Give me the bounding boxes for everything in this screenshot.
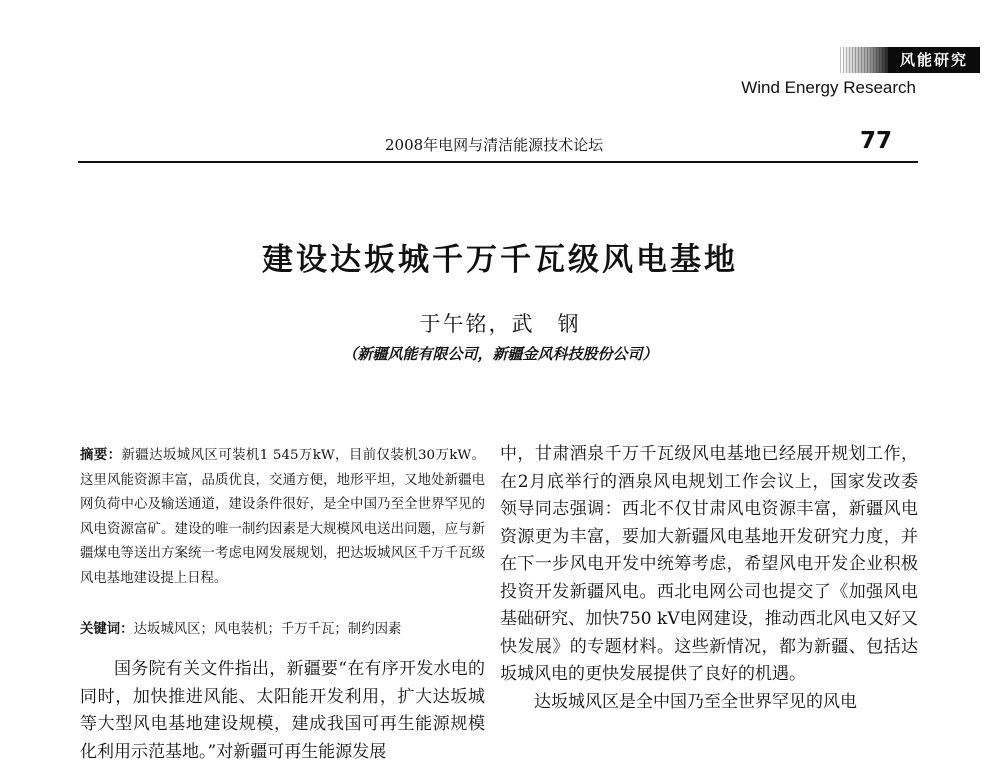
header-rule — [78, 161, 918, 163]
body-right-column — [500, 441, 918, 716]
section-badge — [840, 47, 980, 73]
abstract — [80, 444, 485, 591]
body-paragraph: 达坂城风区是全中国乃至全世界罕见的风电 — [534, 691, 857, 712]
badge-gradient-decoration — [840, 47, 890, 73]
body-paragraph: 国务院有关文件指出，新疆要“在有序开发水电的同时，加快推进风能、太阳能开发利用，扩大达坂城等大型风电基地建设规模，建成我国可再生能源规模化利用示范基地。”对新疆可再生能源发展 — [80, 659, 485, 762]
keywords-label: 关键词： — [80, 622, 134, 637]
article-affiliation: （新疆风能有限公司，新疆金风科技股份公司） — [342, 345, 658, 363]
abstract-text: 新疆达坂城风区可装机1 545万kW，目前仅装机30万kW。这里风能资源丰富，品质优良，交通方便，地形平坦，又地处新疆电网负荷中心及输送通道，建设条件很好，是全中国乃至全世界罕见的风电资源富矿。建设的唯一制约因素是大规模风电送出问题，应与新疆煤电等送出方案统一考虑电网发展规划，把达坂城风区千万千瓦级风电基地建设提上日程。 — [80, 448, 485, 586]
body-paragraph-continued: 中，甘肃酒泉千万千瓦级风电基地已经展开规划工作，在2月底举行的酒泉风电规划工作会议上，国家发改委领导同志强调：西北不仅甘肃风电资源丰富，新疆风电资源更为丰富，要加大新疆风电基地开发研究力度，并在下一步风电开发中统筹考虑，希望风电开发企业积极投资开发新疆风电。西北电网公司也提交了《加强风电基础研究、加快750 kV电网建设，推动西北风电又好又快发展》的专题材料。这些新情况，都为新疆、包括达坂城风电的更快发展提供了良好的机遇。 — [500, 444, 918, 684]
keywords — [80, 618, 485, 637]
section-badge-label: 风能研究 — [888, 47, 980, 73]
abstract-label: 摘要： — [80, 448, 122, 463]
body-left-column — [80, 656, 485, 766]
section-name-english: Wind Energy Research — [741, 78, 916, 97]
running-header-forum: 2008年电网与清洁能源技术论坛 — [385, 136, 604, 154]
page-number: 77 — [860, 128, 893, 154]
article-title: 建设达坂城千万千瓦级风电基地 — [262, 242, 738, 278]
keywords-text: 达坂城风区；风电装机；千万千瓦；制约因素 — [133, 622, 402, 637]
article-authors: 于午铭，武 钢 — [419, 312, 581, 336]
